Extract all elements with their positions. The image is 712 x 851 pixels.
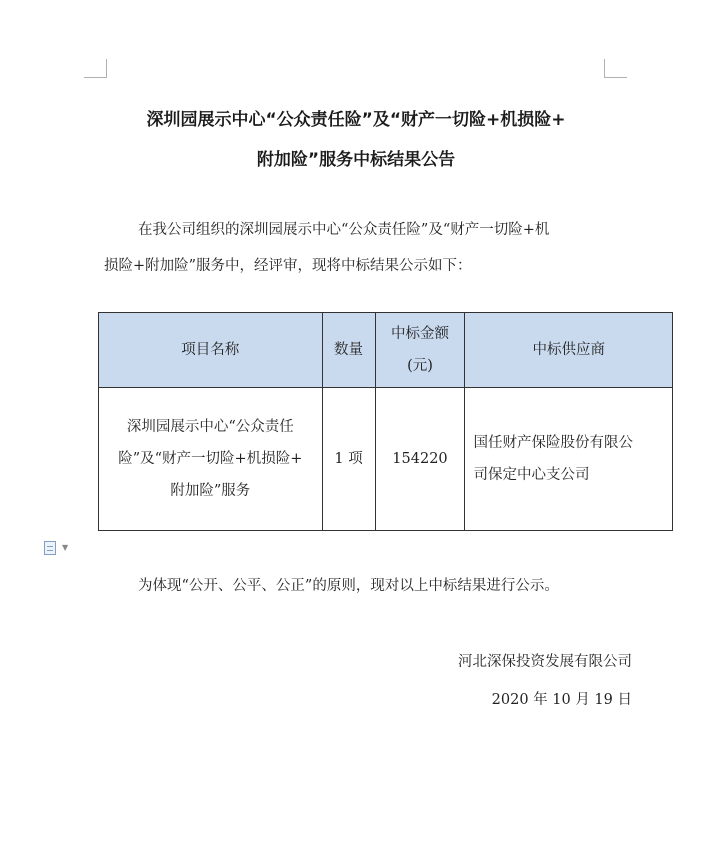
cell-supplier [465,388,673,531]
document-title-line-2: 附加险”服务中标结果公告 [256,150,456,170]
page-corner-mark-top-right [604,59,627,78]
document-title-line-1: 深圳园展示中心“公众责任险”及“财产一切险+机损险+ [146,110,566,130]
intro-line-1: 在我公司组织的深圳园展示中心“公众责任险”及“财产一切险+机 [138,222,550,238]
header-amount [375,313,465,388]
chevron-down-icon[interactable]: ▼ [62,543,69,552]
cell-quantity: 1 项 [322,388,375,531]
project-name-line-1: 深圳园展示中心“公众责任 [126,419,294,435]
paste-options-icon[interactable] [44,541,56,555]
project-name-line-3: 附加险”服务 [170,483,251,499]
intro-line-2: 损险+附加险”服务中，经评审，现将中标结果公示如下： [104,258,472,274]
signing-company: 河北深保投资发展有限公司 [458,654,632,670]
header-quantity: 数量 [322,313,375,388]
signing-date: 2020 年 10 月 19 日 [491,692,632,708]
closing-statement: 为体现“公开、公平、公正”的原则，现对以上中标结果进行公示。 [138,578,559,594]
table-header-row [99,313,673,388]
project-name-line-2: 险”及“财产一切险+机损险+ [118,451,303,467]
cell-amount: 154220 [375,388,465,531]
intro-paragraph [104,212,649,284]
cell-project-name [99,388,323,531]
header-supplier: 中标供应商 [465,313,673,388]
header-amount-line-1: 中标金额 [390,326,449,342]
supplier-line-2: 司保定中心支公司 [473,467,590,483]
supplier-line-1: 国任财产保险股份有限公 [473,435,633,451]
header-amount-line-2: (元) [407,358,433,374]
table-row [99,388,673,531]
page-corner-mark-top-left [84,59,107,78]
header-project-name: 项目名称 [99,313,323,388]
award-table [98,312,673,531]
